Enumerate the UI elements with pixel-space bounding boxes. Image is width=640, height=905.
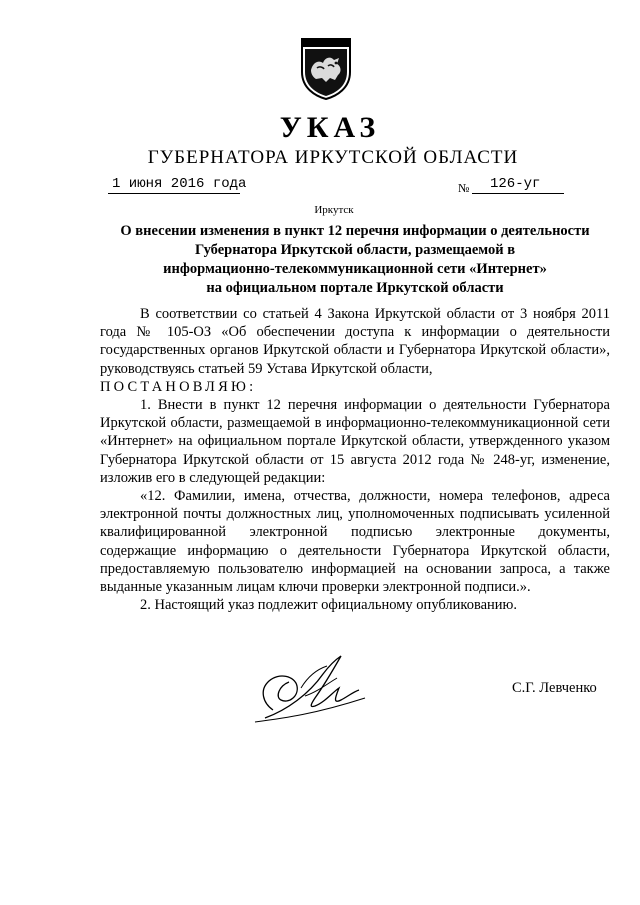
document-type: УКАЗ <box>279 111 381 144</box>
document-body <box>100 305 610 614</box>
item-1-paragraph: 1. Внести в пункт 12 перечня информации о деятельности Губернатора Иркутской области, размещаемой в информационно-телекоммуникационной сети «Интернет» на официальном портале Иркутской области, утвержденного указом Губернатора Иркутской области от 15 августа 2012 года № 248-уг, изменение, изложив его в следующей редакции: <box>100 397 610 486</box>
document-issuer: ГУБЕРНАТОРА ИРКУТСКОЙ ОБЛАСТИ <box>147 147 519 168</box>
handwritten-signature <box>245 648 375 730</box>
preamble-paragraph: В соответствии со статьей 4 Закона Иркутской области от 3 ноября 2011 года № 105-ОЗ «Об обеспечении доступа к информации о деятельности государственных органов Иркутской области и Губернатора Иркутской области», руководствуясь статьей 59 Устава Иркутской области, <box>100 306 610 377</box>
title-line: информационно-телекоммуникационной сети «Интернет» <box>163 261 547 277</box>
document-title <box>90 222 620 298</box>
document-number: 126-уг <box>490 176 541 192</box>
document-date: 1 июня 2016 года <box>112 176 247 192</box>
document-city: Иркутск <box>314 204 354 216</box>
title-line: Губернатора Иркутской области, размещаемой в <box>194 242 516 258</box>
item-2-paragraph: 2. Настоящий указ подлежит официальному опубликованию. <box>140 597 518 614</box>
number-underline <box>472 193 564 194</box>
number-sign: № <box>458 181 470 195</box>
date-underline <box>108 193 240 194</box>
quoted-item-paragraph: «12. Фамилии, имена, отчества, должности, номера телефонов, адреса электронной почты должностных лиц, уполномоченных подписывать усиленной квалифицированной электронной подписью электронные документы, содержащие информацию о деятельности Губернатора Иркутской области, предоставляемую пользователю информацией на основании запроса, а также выданные указанным лицам ключи проверки электронной подписи.». <box>100 488 610 596</box>
decree-word: ПОСТАНОВЛЯЮ: <box>100 378 257 395</box>
coat-of-arms-emblem <box>299 36 353 100</box>
title-line: О внесении изменения в пункт 12 перечня информации о деятельности <box>120 223 590 239</box>
signer-name: С.Г. Левченко <box>512 680 597 696</box>
title-line: на официальном портале Иркутской области <box>206 280 504 296</box>
